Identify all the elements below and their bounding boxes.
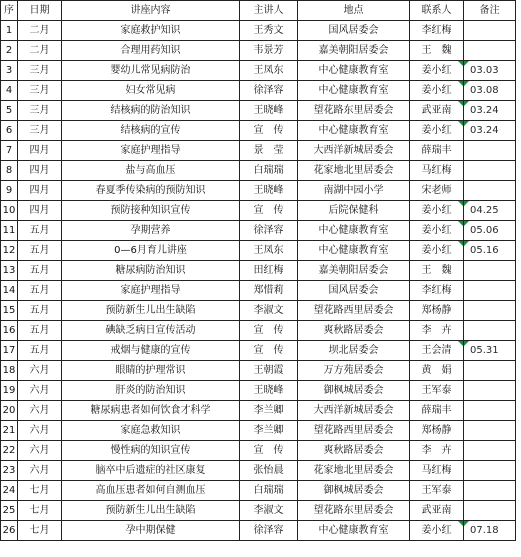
table-row (1, 241, 516, 261)
cell-no[interactable]: 3 (1, 61, 18, 81)
cell-speaker[interactable]: 王凤东 (240, 61, 298, 81)
cell-contact[interactable]: 李 卉 (410, 441, 464, 461)
cell-note[interactable] (464, 321, 516, 341)
cell-date[interactable]: 六月 (18, 381, 62, 401)
cell-speaker[interactable]: 徐泽容 (240, 81, 298, 101)
cell-speaker[interactable]: 王晓峰 (240, 101, 298, 121)
cell-note[interactable] (464, 281, 516, 301)
cell-speaker[interactable]: 王晓峰 (240, 181, 298, 201)
cell-contact[interactable]: 王 魏 (410, 261, 464, 281)
cell-topic[interactable]: 高血压患者如何自测血压 (62, 481, 240, 501)
cell-date[interactable]: 四月 (18, 161, 62, 181)
cell-topic[interactable]: 脑卒中后遗症的社区康复 (62, 461, 240, 481)
cell-speaker[interactable]: 王晓峰 (240, 381, 298, 401)
header-topic[interactable]: 讲座内容 (62, 1, 240, 21)
cell-date[interactable]: 六月 (18, 441, 62, 461)
table-row (1, 21, 516, 41)
header-row (1, 1, 516, 21)
cell-topic[interactable]: 家庭救护知识 (62, 21, 240, 41)
cell-date[interactable]: 六月 (18, 461, 62, 481)
cell-no[interactable]: 10 (1, 201, 18, 221)
cell-speaker[interactable]: 王朝霞 (240, 361, 298, 381)
cell-topic[interactable]: 婴幼儿常见病防治 (62, 61, 240, 81)
cell-speaker[interactable]: 宣 传 (240, 321, 298, 341)
table-row (1, 141, 516, 161)
cell-no[interactable]: 17 (1, 341, 18, 361)
cell-date[interactable]: 五月 (18, 261, 62, 281)
cell-place[interactable]: 中心健康教育室 (298, 61, 410, 81)
cell-speaker[interactable]: 景 莹 (240, 141, 298, 161)
cell-place[interactable]: 中心健康教育室 (298, 241, 410, 261)
cell-topic[interactable]: 家庭护理指导 (62, 281, 240, 301)
cell-no[interactable]: 14 (1, 281, 18, 301)
cell-contact[interactable]: 王军泰 (410, 481, 464, 501)
cell-no[interactable]: 26 (1, 521, 18, 541)
table-row (1, 201, 516, 221)
table-row (1, 81, 516, 101)
cell-place[interactable]: 坝北居委会 (298, 341, 410, 361)
cell-place[interactable]: 中心健康教育室 (298, 221, 410, 241)
cell-topic[interactable]: 预防新生儿出生缺陷 (62, 501, 240, 521)
table-row (1, 61, 516, 81)
table-row (1, 341, 516, 361)
table-row (1, 361, 516, 381)
cell-speaker[interactable]: 宣 传 (240, 341, 298, 361)
cell-date[interactable]: 五月 (18, 321, 62, 341)
cell-no[interactable]: 16 (1, 321, 18, 341)
cell-topic[interactable]: 碘缺乏病日宣传活动 (62, 321, 240, 341)
cell-contact[interactable]: 薛瑞丰 (410, 401, 464, 421)
cell-contact[interactable]: 姜小红 (410, 521, 464, 541)
cell-place[interactable]: 望花路东里居委会 (298, 101, 410, 121)
cell-contact[interactable]: 王 魏 (410, 41, 464, 61)
cell-topic[interactable]: 结核病的防治知识 (62, 101, 240, 121)
cell-topic[interactable]: 结核病的宣传 (62, 121, 240, 141)
cell-date[interactable]: 三月 (18, 121, 62, 141)
cell-no[interactable]: 8 (1, 161, 18, 181)
table-row (1, 261, 516, 281)
cell-place[interactable]: 望花路东里居委会 (298, 501, 410, 521)
cell-place[interactable]: 爽秋路居委会 (298, 321, 410, 341)
cell-date[interactable]: 五月 (18, 341, 62, 361)
cell-contact[interactable]: 王会清 (410, 341, 464, 361)
cell-note[interactable] (464, 441, 516, 461)
cell-speaker[interactable]: 白瑞瑞 (240, 481, 298, 501)
cell-topic[interactable]: 家庭急救知识 (62, 421, 240, 441)
cell-date[interactable]: 四月 (18, 181, 62, 201)
table-row (1, 161, 516, 181)
cell-topic[interactable]: 家庭护理指导 (62, 141, 240, 161)
cell-date[interactable]: 六月 (18, 361, 62, 381)
cell-date[interactable]: 二月 (18, 21, 62, 41)
cell-contact[interactable]: 姜小红 (410, 81, 464, 101)
cell-speaker[interactable]: 田红梅 (240, 261, 298, 281)
cell-contact[interactable]: 姜小红 (410, 201, 464, 221)
cell-place[interactable]: 国风居委会 (298, 21, 410, 41)
cell-note[interactable]: 05.06 (464, 221, 516, 241)
cell-note[interactable] (464, 21, 516, 41)
cell-date[interactable]: 五月 (18, 281, 62, 301)
cell-contact[interactable]: 郑杨静 (410, 301, 464, 321)
cell-date[interactable]: 七月 (18, 521, 62, 541)
table-row (1, 381, 516, 401)
header-speaker[interactable]: 主讲人 (240, 1, 298, 21)
cell-no[interactable]: 9 (1, 181, 18, 201)
cell-contact[interactable]: 武亚南 (410, 501, 464, 521)
cell-note[interactable] (464, 181, 516, 201)
cell-note[interactable] (464, 41, 516, 61)
cell-no[interactable]: 21 (1, 421, 18, 441)
cell-note[interactable] (464, 421, 516, 441)
cell-place[interactable]: 御枫城居委会 (298, 481, 410, 501)
cell-date[interactable]: 四月 (18, 201, 62, 221)
cell-note[interactable]: 05.31 (464, 341, 516, 361)
cell-date[interactable]: 六月 (18, 401, 62, 421)
cell-topic[interactable]: 合理用药知识 (62, 41, 240, 61)
table-row (1, 501, 516, 521)
cell-place[interactable]: 后院保健科 (298, 201, 410, 221)
cell-note[interactable] (464, 501, 516, 521)
cell-topic[interactable]: 戒烟与健康的宣传 (62, 341, 240, 361)
cell-date[interactable]: 三月 (18, 61, 62, 81)
cell-speaker[interactable]: 徐泽容 (240, 521, 298, 541)
cell-contact[interactable]: 马红梅 (410, 461, 464, 481)
cell-topic[interactable]: 慢性病的知识宣传 (62, 441, 240, 461)
header-contact[interactable]: 联系人 (410, 1, 464, 21)
header-date[interactable]: 日期 (18, 1, 62, 21)
cell-place[interactable]: 御枫城居委会 (298, 381, 410, 401)
cell-place[interactable]: 嘉美朝阳居委会 (298, 41, 410, 61)
cell-place[interactable]: 中心健康教育室 (298, 521, 410, 541)
cell-note[interactable]: 07.18 (464, 521, 516, 541)
cell-date[interactable]: 二月 (18, 41, 62, 61)
cell-speaker[interactable]: 宣 传 (240, 201, 298, 221)
cell-place[interactable]: 爽秋路居委会 (298, 441, 410, 461)
cell-no[interactable]: 12 (1, 241, 18, 261)
table-row (1, 101, 516, 121)
cell-contact[interactable]: 宋老师 (410, 181, 464, 201)
cell-speaker[interactable]: 徐泽容 (240, 221, 298, 241)
cell-note[interactable] (464, 261, 516, 281)
cell-no[interactable]: 25 (1, 501, 18, 521)
cell-date[interactable]: 七月 (18, 481, 62, 501)
table-row (1, 221, 516, 241)
cell-speaker[interactable]: 韦景芳 (240, 41, 298, 61)
table-row (1, 481, 516, 501)
cell-contact[interactable]: 李 卉 (410, 321, 464, 341)
cell-speaker[interactable]: 张怡晨 (240, 461, 298, 481)
cell-contact[interactable]: 李红梅 (410, 21, 464, 41)
cell-topic[interactable]: 春夏季传染病的预防知识 (62, 181, 240, 201)
cell-no[interactable]: 1 (1, 21, 18, 41)
cell-date[interactable]: 三月 (18, 101, 62, 121)
cell-place[interactable]: 大西洋新城居委会 (298, 401, 410, 421)
cell-speaker[interactable]: 李淑文 (240, 501, 298, 521)
cell-note[interactable] (464, 361, 516, 381)
table-row (1, 401, 516, 421)
cell-no[interactable]: 6 (1, 121, 18, 141)
cell-speaker[interactable]: 李淑文 (240, 301, 298, 321)
cell-place[interactable]: 万方苑居委会 (298, 361, 410, 381)
cell-speaker[interactable]: 郑惜莉 (240, 281, 298, 301)
cell-contact[interactable]: 马红梅 (410, 161, 464, 181)
cell-place[interactable]: 中心健康教育室 (298, 81, 410, 101)
cell-date[interactable]: 五月 (18, 301, 62, 321)
cell-date[interactable]: 三月 (18, 81, 62, 101)
cell-place[interactable]: 望花路西里居委会 (298, 301, 410, 321)
table-row (1, 461, 516, 481)
cell-topic[interactable]: 妇女常见病 (62, 81, 240, 101)
cell-topic[interactable]: 肝炎的防治知识 (62, 381, 240, 401)
cell-date[interactable]: 五月 (18, 221, 62, 241)
header-note[interactable]: 备注 (464, 1, 516, 21)
cell-note[interactable] (464, 141, 516, 161)
cell-topic[interactable]: 糖尿病患者如何饮食才科学 (62, 401, 240, 421)
table-row (1, 441, 516, 461)
cell-contact[interactable]: 姜小红 (410, 121, 464, 141)
cell-no[interactable]: 23 (1, 461, 18, 481)
cell-note[interactable] (464, 301, 516, 321)
cell-note[interactable] (464, 401, 516, 421)
header-no[interactable]: 序 (1, 1, 18, 21)
cell-speaker[interactable]: 李兰卿 (240, 421, 298, 441)
cell-no[interactable]: 13 (1, 261, 18, 281)
cell-contact[interactable]: 姜小红 (410, 241, 464, 261)
cell-no[interactable]: 15 (1, 301, 18, 321)
header-place[interactable]: 地点 (298, 1, 410, 21)
cell-topic[interactable]: 孕期营养 (62, 221, 240, 241)
cell-no[interactable]: 2 (1, 41, 18, 61)
cell-place[interactable]: 国风居委会 (298, 281, 410, 301)
cell-place[interactable]: 花家地北里居委会 (298, 461, 410, 481)
table-row (1, 121, 516, 141)
cell-contact[interactable]: 王军泰 (410, 381, 464, 401)
cell-note[interactable] (464, 481, 516, 501)
cell-date[interactable]: 五月 (18, 241, 62, 261)
cell-note[interactable] (464, 381, 516, 401)
cell-contact[interactable]: 郑杨静 (410, 421, 464, 441)
table-row (1, 321, 516, 341)
cell-note[interactable]: 03.03 (464, 61, 516, 81)
cell-no[interactable]: 5 (1, 101, 18, 121)
view-edge (0, 553, 521, 557)
table-row (1, 301, 516, 321)
table-row (1, 41, 516, 61)
cell-no[interactable]: 22 (1, 441, 18, 461)
cell-no[interactable]: 4 (1, 81, 18, 101)
cell-note[interactable]: 05.16 (464, 241, 516, 261)
cell-place[interactable]: 花家地北里居委会 (298, 161, 410, 181)
table-row (1, 521, 516, 541)
cell-topic[interactable]: 预防接种知识宣传 (62, 201, 240, 221)
cell-place[interactable]: 南湖中园小学 (298, 181, 410, 201)
cell-date[interactable]: 四月 (18, 141, 62, 161)
cell-topic[interactable]: 盐与高血压 (62, 161, 240, 181)
cell-contact[interactable]: 薛瑞丰 (410, 141, 464, 161)
cell-contact[interactable]: 黄 娟 (410, 361, 464, 381)
cell-no[interactable]: 18 (1, 361, 18, 381)
cell-date[interactable]: 七月 (18, 501, 62, 521)
cell-no[interactable]: 20 (1, 401, 18, 421)
cell-topic[interactable]: 眼睛的护理常识 (62, 361, 240, 381)
cell-date[interactable]: 六月 (18, 421, 62, 441)
cell-speaker[interactable]: 宣 传 (240, 121, 298, 141)
cell-speaker[interactable]: 白瑞瑞 (240, 161, 298, 181)
cell-topic[interactable]: 预防新生儿出生缺陷 (62, 301, 240, 321)
cell-no[interactable]: 24 (1, 481, 18, 501)
cell-no[interactable]: 19 (1, 381, 18, 401)
cell-speaker[interactable]: 李兰卿 (240, 401, 298, 421)
cell-note[interactable] (464, 161, 516, 181)
cell-contact[interactable]: 李红梅 (410, 281, 464, 301)
cell-place[interactable]: 望花路西里居委会 (298, 421, 410, 441)
cell-place[interactable]: 大西洋新城居委会 (298, 141, 410, 161)
cell-topic[interactable]: 孕中期保健 (62, 521, 240, 541)
table-row (1, 281, 516, 301)
cell-no[interactable]: 11 (1, 221, 18, 241)
cell-speaker[interactable]: 王凤东 (240, 241, 298, 261)
cell-topic[interactable]: 0—6月育儿讲座 (62, 241, 240, 261)
cell-contact[interactable]: 武亚南 (410, 101, 464, 121)
cell-place[interactable]: 嘉美朝阳居委会 (298, 261, 410, 281)
cell-contact[interactable]: 姜小红 (410, 221, 464, 241)
table-row (1, 181, 516, 201)
cell-no[interactable]: 7 (1, 141, 18, 161)
cell-contact[interactable]: 姜小红 (410, 61, 464, 81)
table-row (1, 421, 516, 441)
cell-note[interactable]: 03.24 (464, 121, 516, 141)
cell-place[interactable]: 中心健康教育室 (298, 121, 410, 141)
cell-note[interactable] (464, 461, 516, 481)
cell-topic[interactable]: 糖尿病防治知识 (62, 261, 240, 281)
cell-note[interactable]: 04.25 (464, 201, 516, 221)
cell-speaker[interactable]: 王秀文 (240, 21, 298, 41)
cell-note[interactable]: 03.24 (464, 101, 516, 121)
cell-note[interactable]: 03.08 (464, 81, 516, 101)
cell-speaker[interactable]: 宣 传 (240, 441, 298, 461)
